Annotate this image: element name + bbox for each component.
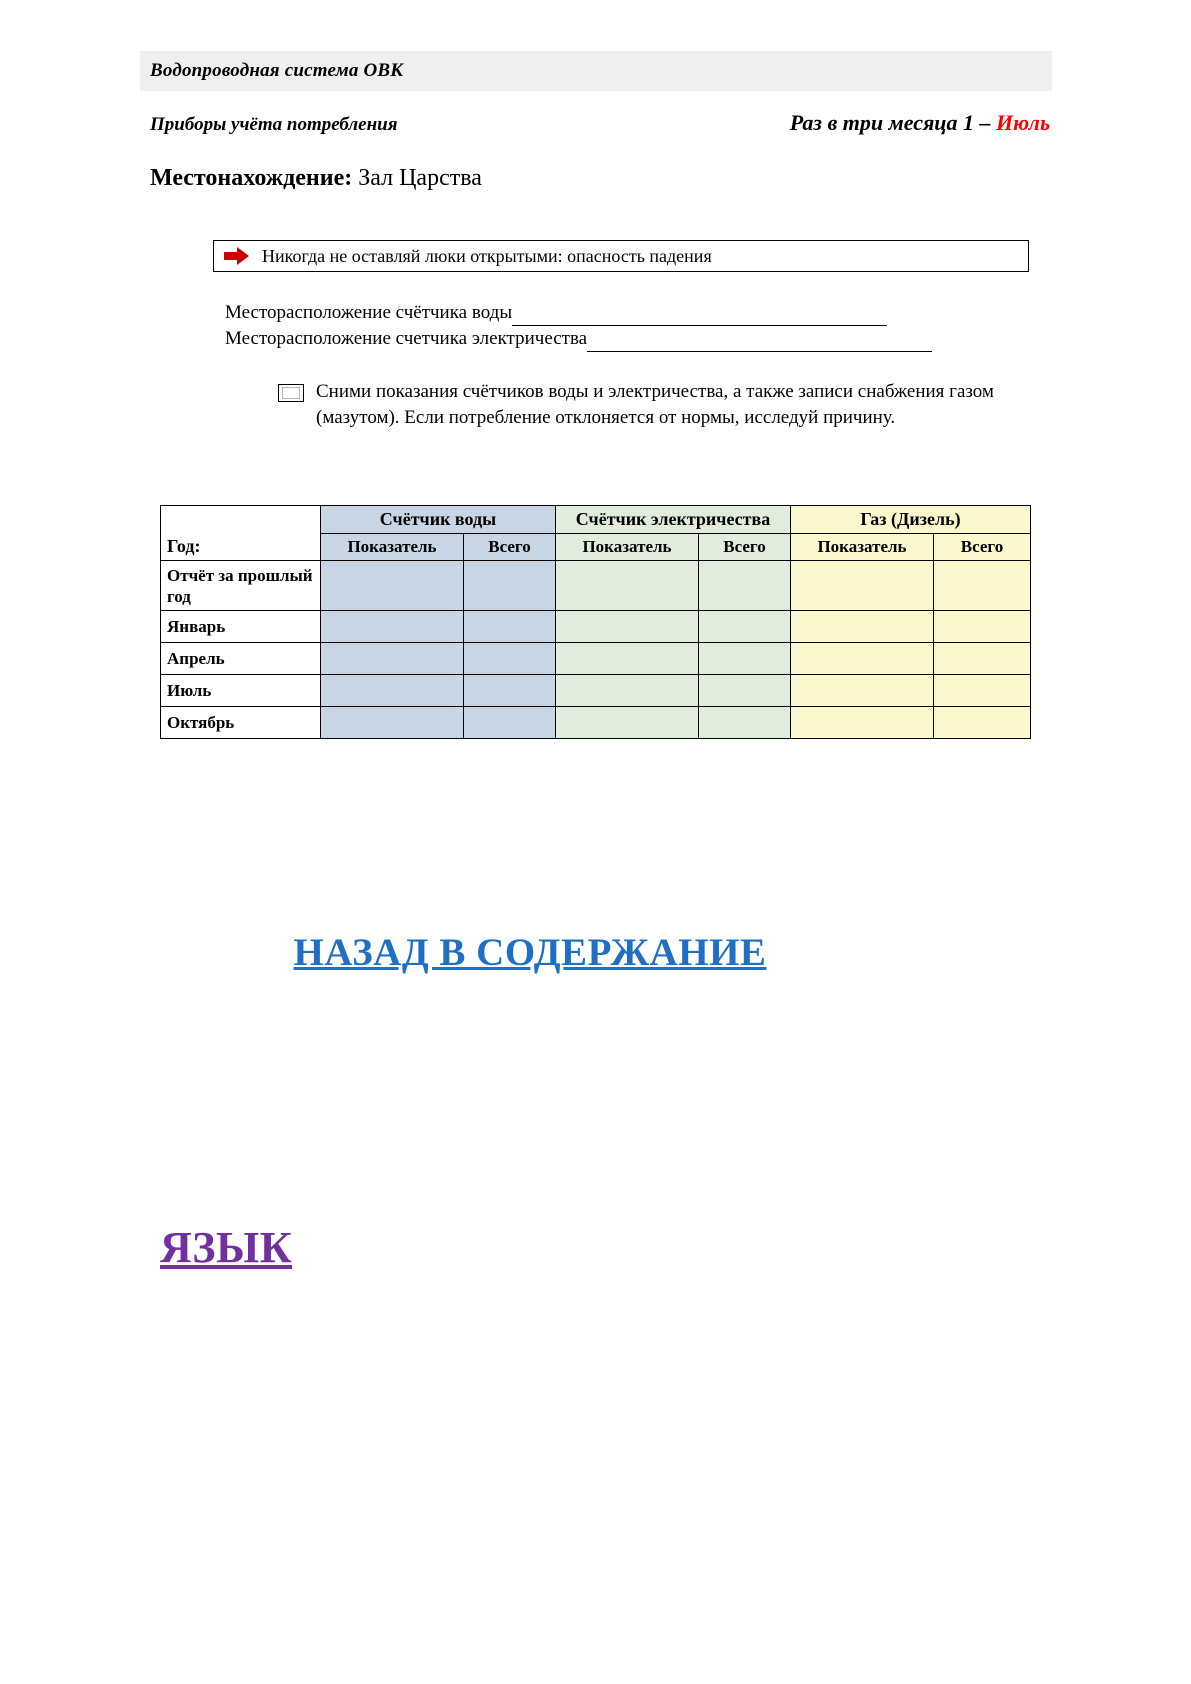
section-title: Приборы учёта потребления <box>150 114 398 135</box>
table-cell-water-total[interactable] <box>464 707 556 739</box>
subheader-row <box>150 110 1050 136</box>
table-cell-water-indicator[interactable] <box>321 707 464 739</box>
fillin-lines <box>225 300 932 352</box>
warning-text: Никогда не оставляй люки открытыми: опасность падения <box>262 245 712 266</box>
table-subheader-electricity-indicator: Показатель <box>556 534 699 561</box>
table-group-electricity: Счётчик электричества <box>556 506 791 534</box>
schedule-label <box>790 110 1050 136</box>
schedule-month: Июль <box>996 110 1050 135</box>
table-row <box>161 643 1031 675</box>
table-row-label: Отчёт за прошлый год <box>161 561 321 611</box>
table-subheader-water-total: Всего <box>464 534 556 561</box>
fillin-input-water[interactable] <box>512 307 887 326</box>
table-cell-water-total[interactable] <box>464 675 556 707</box>
header-band <box>140 51 1052 91</box>
red-arrow-icon <box>224 247 250 265</box>
table-cell-water-indicator[interactable] <box>321 643 464 675</box>
table-year-header: Год: <box>161 506 321 561</box>
table-cell-water-indicator[interactable] <box>321 611 464 643</box>
fillin-input-electricity[interactable] <box>587 333 932 352</box>
table-cell-gas-indicator[interactable] <box>791 611 934 643</box>
instruction-block <box>278 379 996 431</box>
fillin-row-electricity <box>225 326 932 352</box>
system-title: Водопроводная система ОВК <box>150 60 404 81</box>
table-cell-water-indicator[interactable] <box>321 675 464 707</box>
table-group-water: Счётчик воды <box>321 506 556 534</box>
table-cell-gas-indicator[interactable] <box>791 561 934 611</box>
fillin-label-electricity: Месторасположение счетчика электричества <box>225 328 588 349</box>
instruction-checkbox[interactable] <box>278 384 304 402</box>
table-cell-water-total[interactable] <box>464 611 556 643</box>
table-row <box>161 611 1031 643</box>
table-cell-electricity-indicator[interactable] <box>556 611 699 643</box>
back-to-contents-link[interactable]: НАЗАД В СОДЕРЖАНИЕ <box>293 931 767 974</box>
table-cell-electricity-total[interactable] <box>699 675 791 707</box>
table-row-label: Октябрь <box>161 707 321 739</box>
table-cell-electricity-indicator[interactable] <box>556 707 699 739</box>
location-label: Местонахождение: <box>150 165 353 191</box>
table-cell-electricity-indicator[interactable] <box>556 561 699 611</box>
table-cell-gas-indicator[interactable] <box>791 675 934 707</box>
table-cell-gas-total[interactable] <box>934 643 1031 675</box>
table-row-label: Июль <box>161 675 321 707</box>
table-cell-electricity-total[interactable] <box>699 643 791 675</box>
table-cell-electricity-indicator[interactable] <box>556 643 699 675</box>
table-subheader-gas-total: Всего <box>934 534 1031 561</box>
location-value: Зал Царства <box>352 165 482 191</box>
table-cell-gas-indicator[interactable] <box>791 707 934 739</box>
table-cell-water-indicator[interactable] <box>321 561 464 611</box>
table-subheader-water-indicator: Показатель <box>321 534 464 561</box>
table-cell-electricity-total[interactable] <box>699 707 791 739</box>
table-group-header-row <box>161 506 1031 534</box>
fillin-label-water: Месторасположение счётчика воды <box>225 302 513 323</box>
table-cell-water-total[interactable] <box>464 561 556 611</box>
table-cell-water-total[interactable] <box>464 643 556 675</box>
warning-box <box>213 240 1029 272</box>
table-cell-gas-total[interactable] <box>934 561 1031 611</box>
table-row <box>161 561 1031 611</box>
table-cell-gas-total[interactable] <box>934 675 1031 707</box>
table-cell-electricity-total[interactable] <box>699 561 791 611</box>
location-line <box>150 165 482 192</box>
table-cell-electricity-indicator[interactable] <box>556 675 699 707</box>
instruction-text: Сними показания счётчиков воды и электричества, а также записи снабжения газом (мазутом). Если потребление отклоняется от нормы, исследуй причину. <box>316 381 994 428</box>
table-row-label: Апрель <box>161 643 321 675</box>
table-row <box>161 675 1031 707</box>
table-subheader-electricity-total: Всего <box>699 534 791 561</box>
table-cell-gas-total[interactable] <box>934 707 1031 739</box>
table-subheader-gas-indicator: Показатель <box>791 534 934 561</box>
table-group-gas: Газ (Дизель) <box>791 506 1031 534</box>
table-row-label: Январь <box>161 611 321 643</box>
language-link[interactable]: ЯЗЫК <box>160 1223 293 1272</box>
table-cell-electricity-total[interactable] <box>699 611 791 643</box>
schedule-frequency: Раз в три месяца 1 – <box>789 110 997 135</box>
table-cell-gas-total[interactable] <box>934 611 1031 643</box>
meter-readings-table <box>160 505 1031 739</box>
table-cell-gas-indicator[interactable] <box>791 643 934 675</box>
fillin-row-water <box>225 300 932 326</box>
table-row <box>161 707 1031 739</box>
